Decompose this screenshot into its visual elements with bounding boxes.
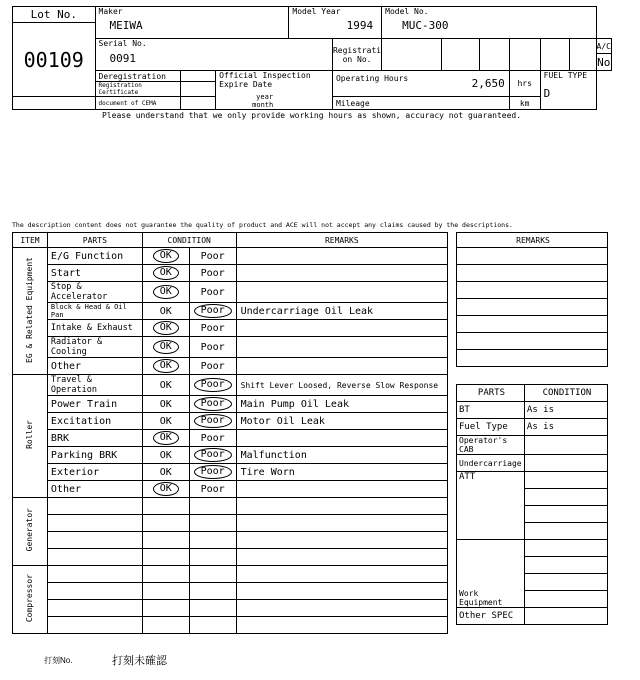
cond-poor-cell	[189, 583, 236, 600]
ok-option: OK	[153, 321, 179, 335]
part-name: BRK	[47, 430, 142, 447]
cond-poor-cell	[189, 265, 236, 282]
ok-option: OK	[153, 266, 179, 280]
poor-option: Poor	[200, 360, 225, 372]
right-part-condition	[524, 574, 607, 591]
cond-ok-cell	[142, 549, 189, 566]
mileage-unit: km	[509, 97, 540, 110]
ac-label: A/C	[596, 39, 611, 54]
cond-ok-cell	[142, 375, 189, 396]
operating-unit: hrs	[509, 71, 540, 97]
inspection-row	[13, 464, 448, 481]
note-disclaimer: The description content does not guarantee the quality of product and ACE will not accept any claims caused by the descriptions.	[12, 221, 513, 229]
part-name: Other	[47, 481, 142, 498]
cond-poor-cell	[189, 248, 236, 265]
right-part-condition	[524, 436, 607, 455]
serial-cell	[95, 39, 332, 71]
right-part-condition: As is	[524, 402, 607, 419]
ok-option: OK	[153, 340, 179, 354]
right-part-condition	[524, 540, 607, 557]
cond-ok-cell	[142, 248, 189, 265]
cond-ok-cell	[142, 498, 189, 515]
remark	[236, 498, 447, 515]
right-part-name: BT	[457, 402, 525, 419]
poor-option: Poor	[200, 322, 225, 334]
remark: Shift Lever Loosed, Reverse Slow Response	[236, 375, 447, 396]
lot-label: Lot No.	[13, 7, 96, 23]
right-part-condition: As is	[524, 419, 607, 436]
cond-poor-cell	[189, 498, 236, 515]
inspection-row	[13, 430, 448, 447]
ok-option: OK	[153, 359, 179, 373]
dereg-sub2: document of CEMA	[95, 97, 180, 110]
right-part-name: Undercarriage	[457, 455, 525, 472]
cond-poor-cell	[189, 358, 236, 375]
maker-label: Maker	[98, 7, 123, 16]
cond-ok-cell	[142, 583, 189, 600]
serial-value: 0091	[109, 52, 137, 65]
remark: Motor Oil Leak	[236, 413, 447, 430]
cond-ok-cell	[142, 358, 189, 375]
inspection-row	[13, 320, 448, 337]
group-label: Generator	[25, 508, 35, 552]
remark	[236, 532, 447, 549]
inspection-row	[13, 515, 448, 532]
group-label: Compressor	[25, 573, 35, 623]
cond-ok-cell	[142, 320, 189, 337]
lot-value: 00109	[13, 23, 96, 97]
part-name: E/G Function	[47, 248, 142, 265]
inspection-row	[13, 337, 448, 358]
model-no-value: MUC-300	[402, 19, 449, 32]
right-part-condition	[524, 523, 607, 540]
right-parts-row	[457, 402, 608, 419]
right-part-condition	[524, 455, 607, 472]
remark	[236, 430, 447, 447]
inspection-label: Official Inspection Expire Date	[219, 71, 311, 89]
cond-ok-cell	[142, 337, 189, 358]
ok-option: OK	[159, 466, 172, 478]
ok-option: OK	[153, 285, 179, 299]
right-part-name: ATT	[457, 472, 525, 540]
part-name: Exterior	[47, 464, 142, 481]
cond-poor-cell	[189, 337, 236, 358]
cond-poor-cell	[189, 549, 236, 566]
right-parts-row	[457, 472, 608, 489]
right-parts-row	[457, 436, 608, 455]
cond-poor-cell	[189, 617, 236, 634]
model-year-value: 1994	[346, 19, 374, 32]
operating-label: Operating Hours	[335, 73, 409, 83]
remark	[236, 566, 447, 583]
group-label-cell	[13, 498, 48, 566]
remark	[236, 583, 447, 600]
inspection-row	[13, 481, 448, 498]
cond-poor-cell	[189, 464, 236, 481]
cond-ok-cell	[142, 600, 189, 617]
part-name: Travel & Operation	[47, 375, 142, 396]
poor-option: Poor	[194, 465, 232, 479]
cond-poor-cell	[189, 532, 236, 549]
poor-option: Poor	[200, 483, 225, 495]
right-part-condition	[524, 472, 607, 489]
right-part-name: Fuel Type	[457, 419, 525, 436]
inspection-row	[13, 375, 448, 396]
ok-option: OK	[153, 249, 179, 263]
right-condition-header: CONDITION	[524, 385, 607, 402]
cond-poor-cell	[189, 430, 236, 447]
cond-ok-cell	[142, 303, 189, 320]
right-part-condition	[524, 608, 607, 625]
inspection-table-wrap	[12, 232, 448, 634]
footer-value: 打刻未確認	[112, 655, 167, 667]
remarks-header: REMARKS	[236, 233, 447, 248]
right-parts-row	[457, 419, 608, 436]
poor-option: Poor	[194, 414, 232, 428]
operating-cell	[332, 71, 509, 97]
right-remarks-table	[456, 232, 608, 367]
ok-option: OK	[153, 482, 179, 496]
poor-option: Poor	[200, 286, 225, 298]
remark	[236, 617, 447, 634]
cond-ok-cell	[142, 413, 189, 430]
right-parts-row	[457, 608, 608, 625]
inspection-row	[13, 600, 448, 617]
cond-ok-cell	[142, 481, 189, 498]
part-name	[47, 532, 142, 549]
right-part-name: Other SPEC	[457, 608, 525, 625]
ok-option: OK	[159, 415, 172, 427]
cond-poor-cell	[189, 413, 236, 430]
poor-option: Poor	[200, 250, 225, 262]
cond-ok-cell	[142, 617, 189, 634]
model-no-cell	[382, 7, 596, 39]
cond-poor-cell	[189, 447, 236, 464]
right-remarks-header: REMARKS	[457, 233, 608, 248]
inspection-cell	[216, 71, 333, 110]
remark: Main Pump Oil Leak	[236, 396, 447, 413]
part-name	[47, 617, 142, 634]
inspection-row	[13, 413, 448, 430]
cond-poor-cell	[189, 600, 236, 617]
inspection-row	[13, 248, 448, 265]
inspection-table	[12, 232, 448, 634]
inspection-row	[13, 583, 448, 600]
part-name: Parking BRK	[47, 447, 142, 464]
cond-poor-cell	[189, 320, 236, 337]
right-parts-table	[456, 384, 608, 625]
inspection-row	[13, 549, 448, 566]
remark	[236, 320, 447, 337]
group-label: Roller	[25, 420, 35, 449]
fuel-label: FUEL TYPE	[543, 71, 588, 80]
part-name	[47, 515, 142, 532]
group-label-cell	[13, 375, 48, 498]
fuel-value: D	[543, 87, 551, 100]
right-part-condition	[524, 557, 607, 574]
inspection-row	[13, 396, 448, 413]
mileage-label: Mileage	[332, 97, 509, 110]
remark	[236, 282, 447, 303]
ac-value: No	[597, 55, 611, 69]
part-name	[47, 566, 142, 583]
cond-ok-cell	[142, 430, 189, 447]
cond-ok-cell	[142, 566, 189, 583]
inspection-row	[13, 532, 448, 549]
item-header: ITEM	[13, 233, 48, 248]
poor-option: Poor	[194, 378, 232, 392]
part-name: Excitation	[47, 413, 142, 430]
inspection-row	[13, 617, 448, 634]
cond-poor-cell	[189, 303, 236, 320]
inspection-row	[13, 566, 448, 583]
ok-option: OK	[159, 398, 172, 410]
cond-ok-cell	[142, 515, 189, 532]
group-label: EG & Related Equipment	[25, 256, 35, 363]
condition-header: CONDITION	[142, 233, 236, 248]
remark	[236, 515, 447, 532]
cond-ok-cell	[142, 464, 189, 481]
cond-ok-cell	[142, 282, 189, 303]
part-name: Start	[47, 265, 142, 282]
remark	[236, 549, 447, 566]
part-name: Radiator & Cooling	[47, 337, 142, 358]
remark	[236, 358, 447, 375]
footer-label: 打刻No.	[44, 656, 73, 665]
cond-ok-cell	[142, 396, 189, 413]
poor-option: Poor	[200, 267, 225, 279]
remark	[236, 265, 447, 282]
cond-poor-cell	[189, 566, 236, 583]
part-name: Other	[47, 358, 142, 375]
poor-option: Poor	[194, 397, 232, 411]
remark	[236, 481, 447, 498]
cond-ok-cell	[142, 532, 189, 549]
right-part-name: Work Equipment	[457, 540, 525, 608]
ok-option: OK	[159, 379, 172, 391]
cond-poor-cell	[189, 396, 236, 413]
header-block	[12, 6, 612, 110]
cond-poor-cell	[189, 481, 236, 498]
poor-option: Poor	[194, 304, 232, 318]
remark: Undercarriage Oil Leak	[236, 303, 447, 320]
group-label-cell	[13, 566, 48, 634]
inspection-row	[13, 358, 448, 375]
part-name	[47, 600, 142, 617]
ok-option: OK	[159, 305, 172, 317]
model-no-label: Model No.	[385, 7, 429, 16]
operating-value: 2,650	[471, 76, 505, 90]
right-part-condition	[524, 489, 607, 506]
right-part-condition	[524, 591, 607, 608]
cond-poor-cell	[189, 375, 236, 396]
part-name: Block & Head & Oil Pan	[47, 303, 142, 320]
registration-label: Registrati on No.	[332, 39, 381, 71]
ok-option: OK	[153, 431, 179, 445]
right-parts-row	[457, 540, 608, 557]
maker-cell	[95, 7, 289, 39]
inspection-year: year	[256, 93, 273, 101]
remark: Malfunction	[236, 447, 447, 464]
dereg-label: Deregistration	[95, 71, 180, 82]
maker-value: MEIWA	[109, 19, 143, 32]
dereg-sub1: Registration Certificate	[95, 82, 180, 97]
inspection-row	[13, 303, 448, 320]
cond-poor-cell	[189, 282, 236, 303]
right-remarks-wrap	[456, 232, 608, 367]
part-name	[47, 498, 142, 515]
fuel-cell	[540, 71, 596, 110]
part-name	[47, 583, 142, 600]
note-hours: Please understand that we only provide working hours as shown, accuracy not guaranteed.	[102, 111, 522, 120]
ok-option: OK	[159, 449, 172, 461]
model-year-cell	[289, 7, 382, 39]
model-year-label: Model Year	[292, 7, 341, 16]
remark	[236, 600, 447, 617]
right-parts-header: PARTS	[457, 385, 525, 402]
cond-ok-cell	[142, 265, 189, 282]
part-name: Power Train	[47, 396, 142, 413]
part-name: Stop & Accelerator	[47, 282, 142, 303]
poor-option: Poor	[194, 448, 232, 462]
right-part-condition	[524, 506, 607, 523]
right-parts-row	[457, 455, 608, 472]
inspection-row	[13, 447, 448, 464]
poor-option: Poor	[200, 432, 225, 444]
inspection-row	[13, 498, 448, 515]
inspection-row	[13, 282, 448, 303]
cond-poor-cell	[189, 515, 236, 532]
poor-option: Poor	[200, 341, 225, 353]
inspection-month: month	[252, 101, 274, 109]
right-parts-wrap	[456, 384, 608, 625]
remark: Tire Worn	[236, 464, 447, 481]
part-name	[47, 549, 142, 566]
serial-label: Serial No.	[98, 39, 147, 48]
inspection-row	[13, 265, 448, 282]
cond-ok-cell	[142, 447, 189, 464]
group-label-cell	[13, 248, 48, 375]
part-name: Intake & Exhaust	[47, 320, 142, 337]
right-part-name: Operator's CAB	[457, 436, 525, 455]
remark	[236, 248, 447, 265]
remark	[236, 337, 447, 358]
parts-header: PARTS	[47, 233, 142, 248]
